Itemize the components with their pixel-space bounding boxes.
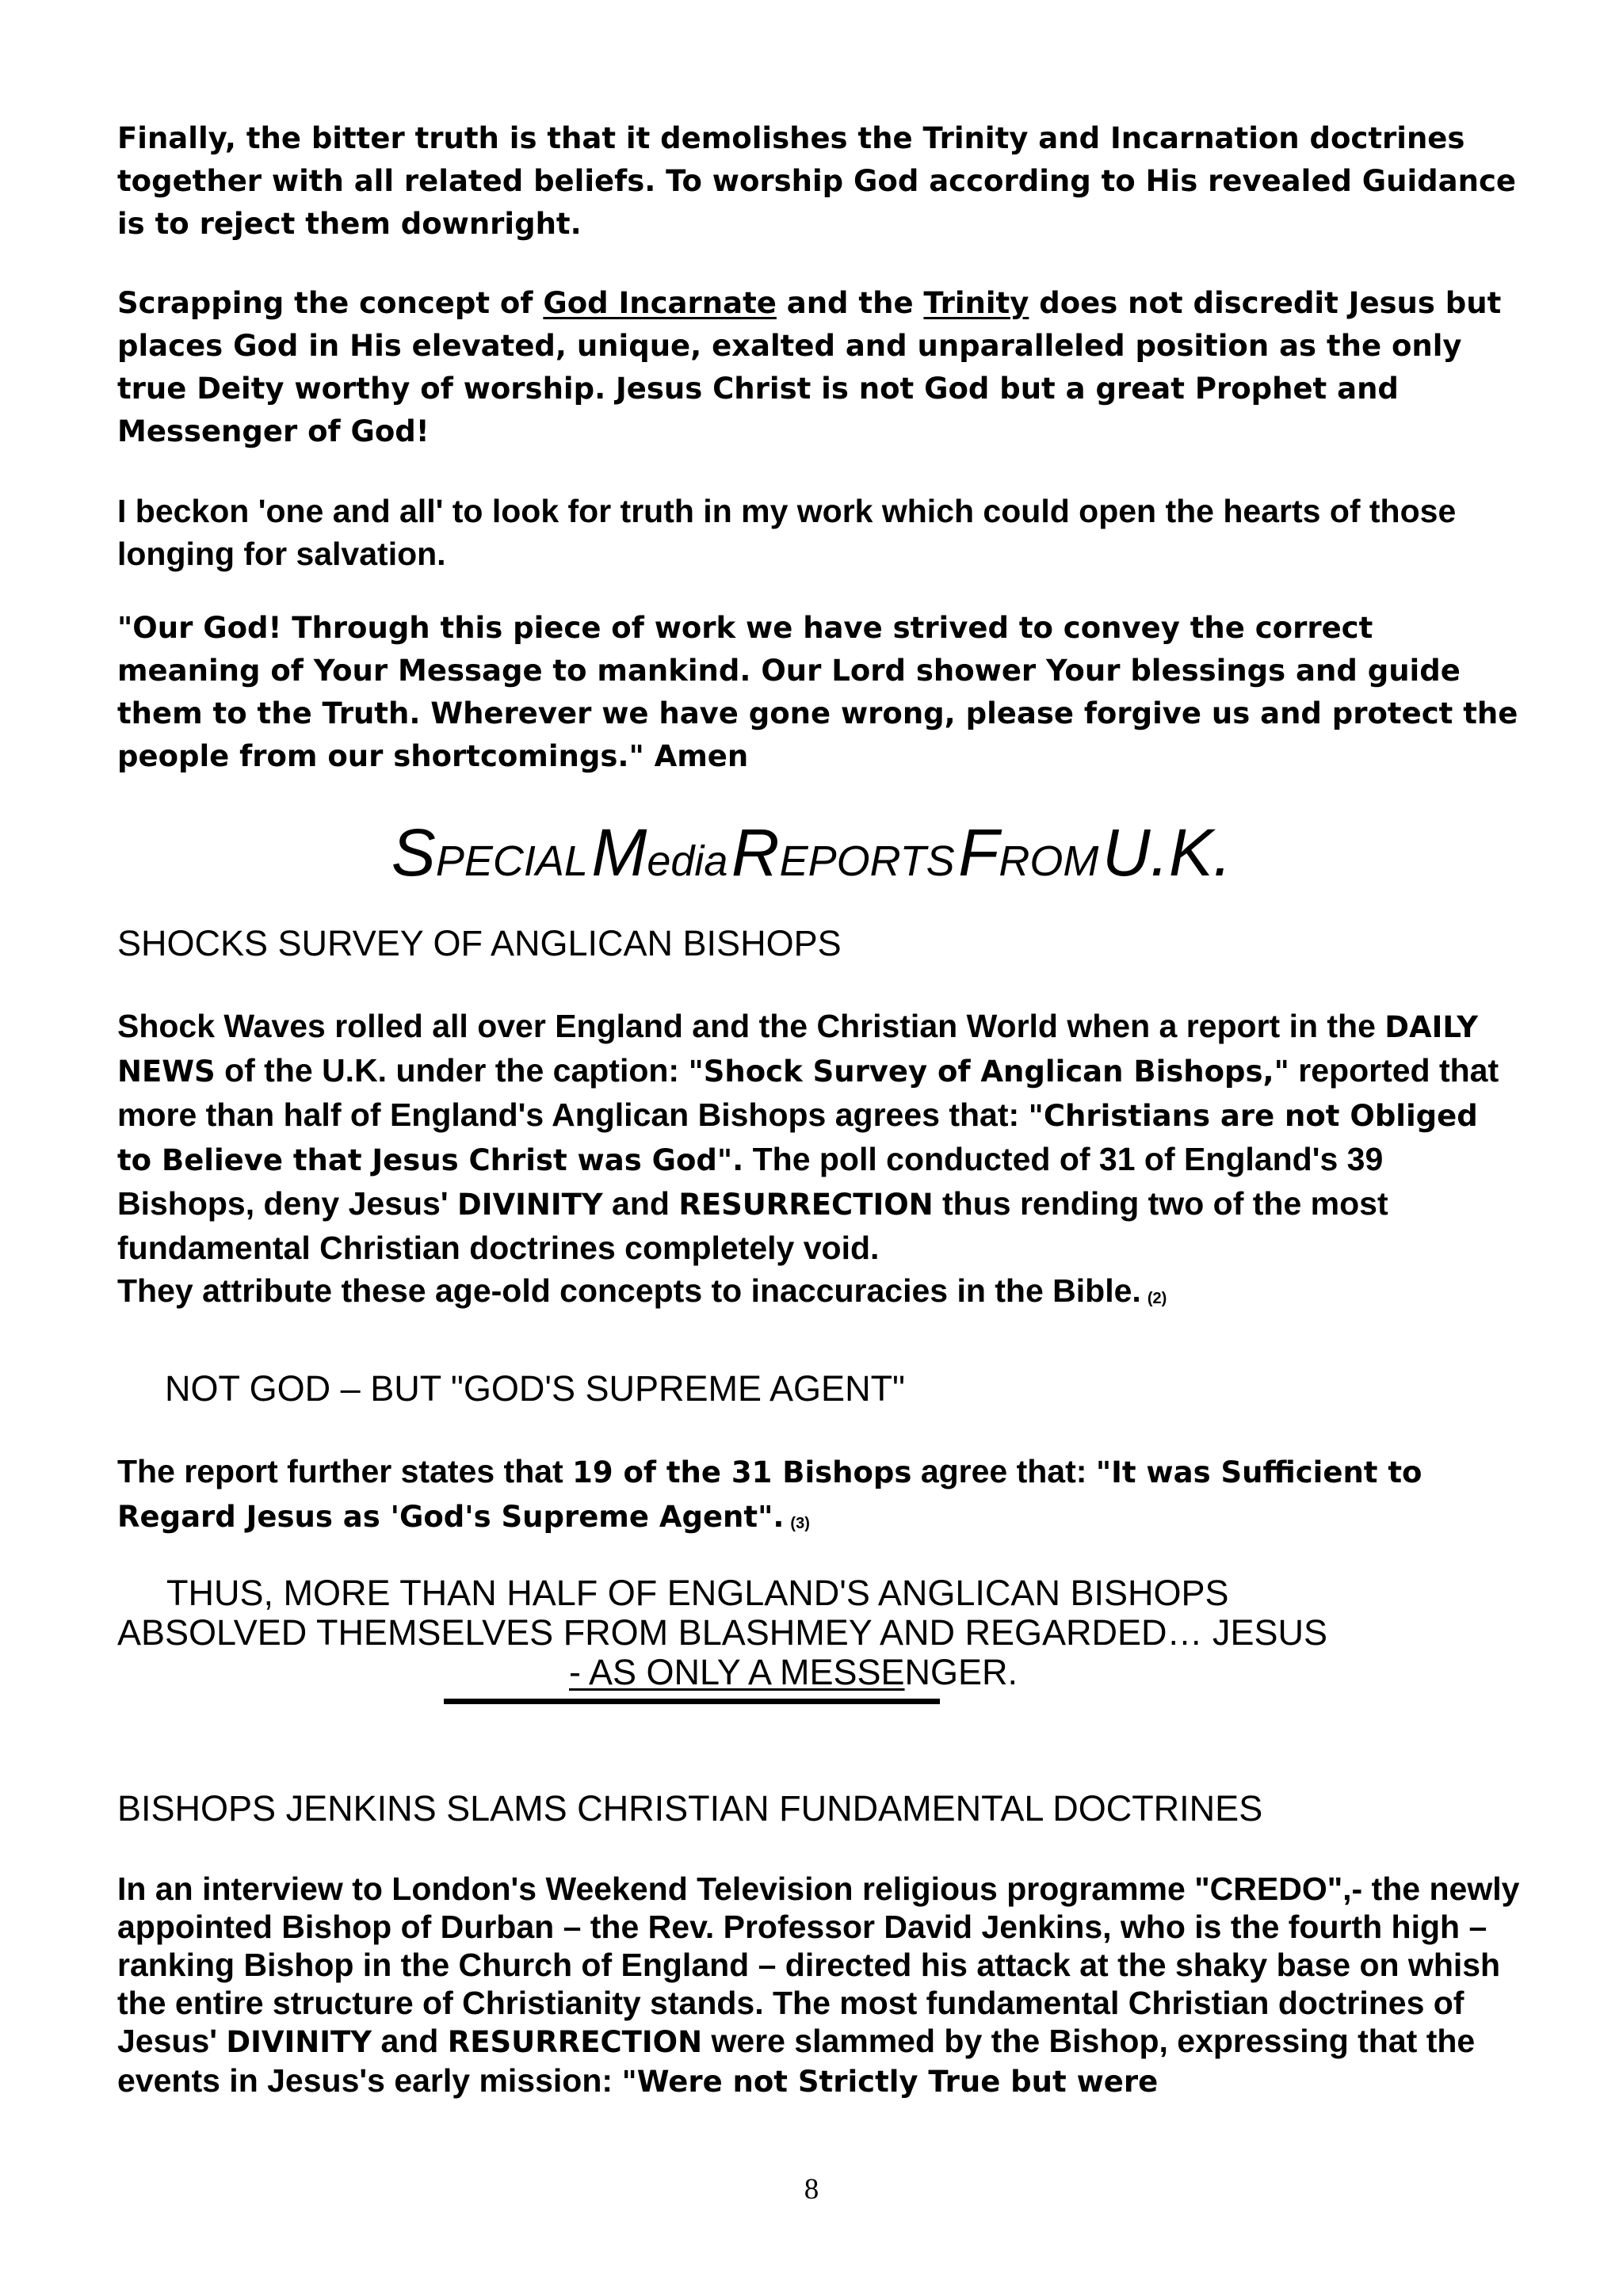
banner-s3-rest: EPORTS [779,837,955,885]
banner-s1-initial: S [391,815,436,890]
banner-title [0,814,1623,891]
s1-text-9: and [602,1185,679,1222]
resurrection-term: RESURRECTION [678,1188,934,1222]
s2-text-3: agree that: [911,1453,1096,1489]
bishops-quote: "Christians are not Obliged to Believe that Jesus Christ was God". [117,1099,1478,1177]
s2-text-1: The report further states that [117,1453,573,1489]
conclusion-line-1: THUS, MORE THAN HALF OF ENGLAND'S ANGLICAN BISHOPS [166,1573,1229,1613]
banner-s2-initial: M [591,815,647,890]
banner-uk: U.K. [1102,815,1232,890]
p2-text-e: does not discredit Jesus but places God in His elevated, unique, exalted and unparalleled position as the only true Deity worthy of worship. Jesus Christ is not God but a great Prophet and Messenger of God! [117,286,1502,448]
s1-text-1: Shock Waves rolled all over England and the Christian World when a report in the [117,1008,1385,1044]
banner-s2-rest: edia [647,837,728,885]
page-number: 8 [804,2173,819,2206]
s1-text-5: reported that more than half of England's Anglican Bishops agrees that: [117,1052,1499,1133]
trinity-underlined: Trinity [923,286,1029,320]
conclusion-end: NGER. [904,1652,1018,1692]
conclusion-underlined: - AS ONLY A MESSE [569,1652,905,1692]
god-incarnate-underlined: God Incarnate [543,286,777,320]
footnote-ref-3: (3) [790,1515,810,1532]
s1-text-7: The poll conducted of 31 of England's 39 Bishops, deny Jesus' [117,1141,1384,1222]
paragraph-supreme-agent [117,1450,1520,1545]
paragraph-trinity-incarnation: Finally, the bitter truth is that it demolishes the Trinity and Incarnation doctrines together with all related beliefs. To worship God according to His revealed Guidance is to reject them downright. [117,121,1516,241]
banner-s3-initial: R [731,815,780,890]
footnote-ref-2: (2) [1147,1290,1167,1307]
p2-text-a: Scrapping the concept of [117,286,544,320]
s3-text-3: and [372,2023,448,2059]
resurrection-term-2: RESURRECTION [447,2025,703,2059]
banner-s4-rest: ROM [999,837,1099,885]
section-heading-shocks-survey: SHOCKS SURVEY OF ANGLICAN BISHOPS [117,923,842,963]
paragraph-beckon: I beckon 'one and all' to look for truth in my work which could open the hearts of those longing for salvation. [117,493,1457,572]
s1-text-12: They attribute these age-old concepts to inaccuracies in the Bible. [117,1272,1141,1309]
s3-text-5: were slammed by the Bishop, expressing that the events in Jesus's early mission: [117,2023,1476,2099]
banner-s1-rest: PECIAL [435,837,588,885]
paragraph-jenkins [117,1870,1520,2101]
divinity-term-2: DIVINITY [226,2025,372,2059]
divinity-term: DIVINITY [457,1188,603,1222]
supreme-agent-quote: "It was Sufficient to Regard Jesus as 'God's Supreme Agent". [117,1455,1423,1534]
section-heading-jenkins: BISHOPS JENKINS SLAMS CHRISTIAN FUNDAMENTAL DOCTRINES [117,1788,1263,1829]
daily-news: DAILY NEWS [117,1010,1479,1089]
bishops-count: 19 of the 31 Bishops [572,1455,912,1489]
caption-quote: "Shock Survey of Anglican Bishops," [688,1055,1289,1089]
conclusion-line-2: ABSOLVED THEMSELVES FROM BLASHMEY AND REGARDED… JESUS [117,1612,1328,1653]
conclusion-line-3 [569,1653,1203,1692]
section-heading-not-god: NOT GOD – BUT "GOD'S SUPREME AGENT" [165,1368,906,1409]
s3-text-1: In an interview to London's Weekend Television religious programme "CREDO",- the newly appointed Bishop of Durban – the Rev. Professor David Jenkins, who is the fourth high – ranking Bishop in the Church of England – directed his attack at the shaky base on whish the entire structure of Christianity stands. The most fundamental Christian doctrines of Jesus' [117,1871,1520,2059]
paragraph-god-incarnate [117,282,1520,453]
paragraph-shock-waves [117,1005,1520,1320]
s1-text-11: thus rending two of the most fundamental Christian doctrines completely void. [117,1185,1388,1266]
horizontal-rule [444,1699,940,1704]
paragraph-prayer: "Our God! Through this piece of work we have strived to convey the correct meaning of Your Message to mankind. Our Lord shower Your blessings and guide them to the Truth. Wherever we have gone wrong, please forgive us and protect the people from our shortcomings." Amen [117,611,1518,773]
p2-text-c: and the [776,286,924,320]
jenkins-quote: "Were not Strictly True but were [621,2065,1159,2099]
s1-text-3: of the U.K. under the caption: [215,1052,689,1089]
banner-s4-initial: F [958,815,999,890]
